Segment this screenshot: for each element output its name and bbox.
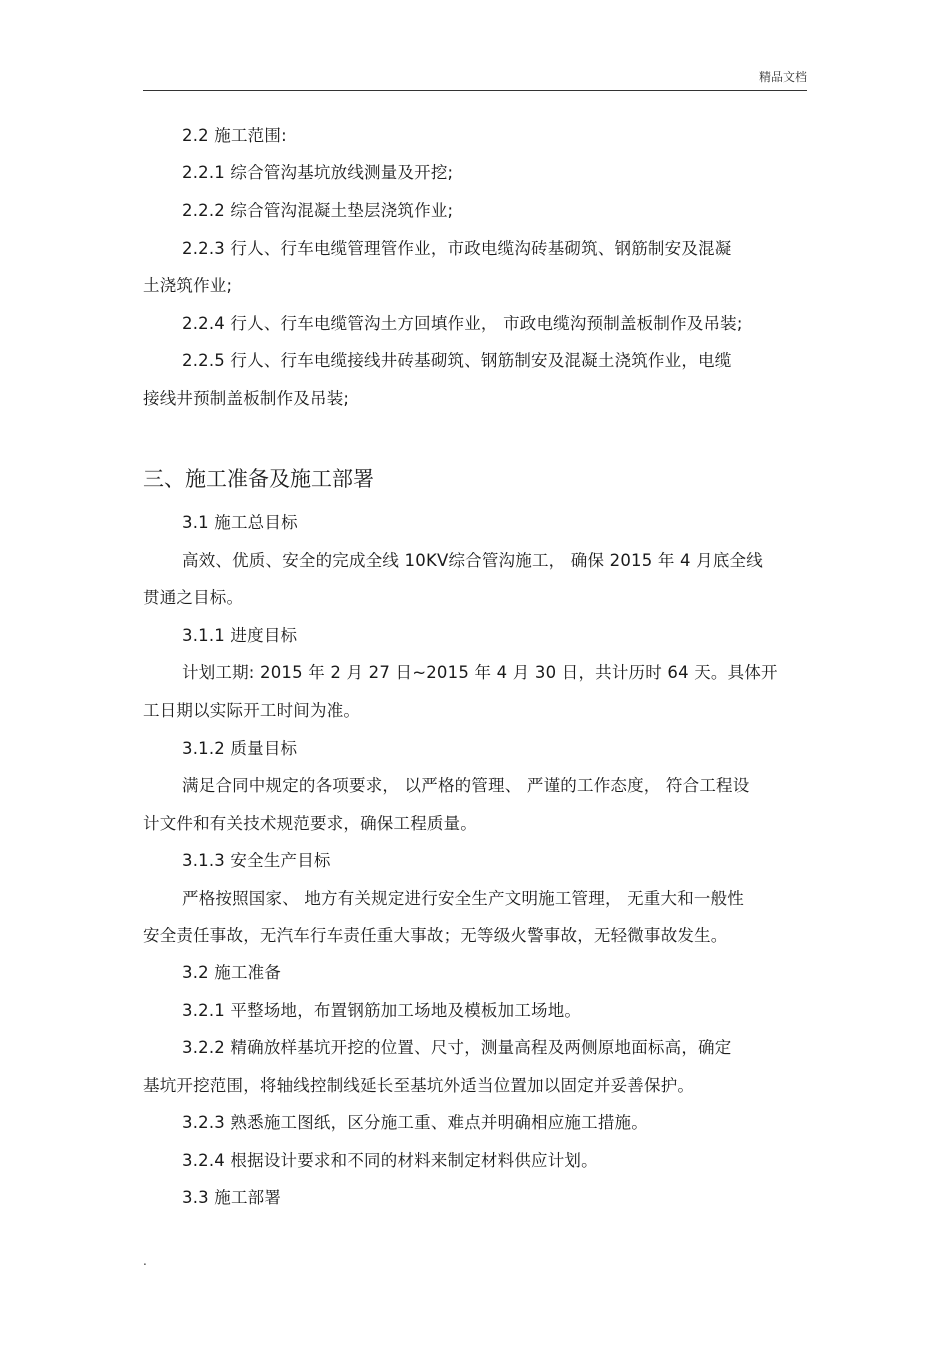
section-3-3-title: 3.3 施工部署 (182, 1188, 282, 1207)
item-3-2-1: 3.2.1 平整场地，布置钢筋加工场地及模板加工场地。 (182, 1001, 582, 1020)
section-3-1-3-title: 3.1.3 安全生产目标 (182, 851, 331, 870)
footer-mark: . (143, 1254, 147, 1268)
item-2-2-4: 2.2.4 行人、行车电缆管沟土方回填作业， 市政电缆沟预制盖板制作及吊装; (182, 314, 743, 333)
item-2-2-3: 2.2.3 行人、行车电缆管理管作业，市政电缆沟砖基砌筑、钢筋制安及混凝 (182, 239, 732, 258)
section-3-1-1-title: 3.1.1 进度目标 (182, 626, 298, 645)
paragraph-3-1: 高效、优质、安全的完成全线 10KV综合管沟施工， 确保 2015 年 4 月底全线 (182, 551, 763, 570)
paragraph-3-1-1-cont: 工日期以实际开工时间为准。 (143, 701, 361, 720)
section-3-1-2-title: 3.1.2 质量目标 (182, 739, 298, 758)
item-2-2-5: 2.2.5 行人、行车电缆接线井砖基砌筑、钢筋制安及混凝土浇筑作业，电缆 (182, 351, 732, 370)
section-2-2-title: 2.2 施工范围: (182, 126, 287, 145)
header-label: 精品文档 (758, 70, 807, 84)
paragraph-3-1-2: 满足合同中规定的各项要求， 以严格的管理、 严谨的工作态度， 符合工程设 (182, 776, 750, 795)
header-divider (143, 90, 807, 91)
item-2-2-1: 2.2.1 综合管沟基坑放线测量及开挖; (182, 163, 454, 182)
item-2-2-5-cont: 接线井预制盖板制作及吊装; (143, 389, 350, 408)
paragraph-3-1-1: 计划工期: 2015 年 2 月 27 日~2015 年 4 月 30 日，共计历时 64 天。具体开 (182, 663, 778, 682)
paragraph-3-1-cont: 贯通之目标。 (143, 588, 244, 607)
item-3-2-2-cont: 基坑开挖范围，将轴线控制线延长至基坑外适当位置加以固定并妥善保护。 (143, 1076, 695, 1095)
chapter-3-heading: 三、施工准备及施工部署 (143, 467, 374, 491)
item-3-2-4: 3.2.4 根据设计要求和不同的材料来制定材料供应计划。 (182, 1151, 598, 1170)
section-3-1-title: 3.1 施工总目标 (182, 513, 298, 532)
paragraph-3-1-3: 严格按照国家、 地方有关规定进行安全生产文明施工管理， 无重大和一般性 (182, 889, 744, 908)
item-3-2-2: 3.2.2 精确放样基坑开挖的位置、尺寸，测量高程及两侧原地面标高，确定 (182, 1038, 732, 1057)
section-3-2-title: 3.2 施工准备 (182, 963, 282, 982)
item-3-2-3: 3.2.3 熟悉施工图纸，区分施工重、难点并明确相应施工措施。 (182, 1113, 648, 1132)
paragraph-3-1-3-cont: 安全责任事故，无汽车行车责任重大事故；无等级火警事故，无轻微事故发生。 (143, 926, 728, 945)
item-2-2-3-cont: 土浇筑作业; (143, 276, 233, 295)
paragraph-3-1-2-cont: 计文件和有关技术规范要求，确保工程质量。 (143, 814, 477, 833)
item-2-2-2: 2.2.2 综合管沟混凝土垫层浇筑作业; (182, 201, 454, 220)
